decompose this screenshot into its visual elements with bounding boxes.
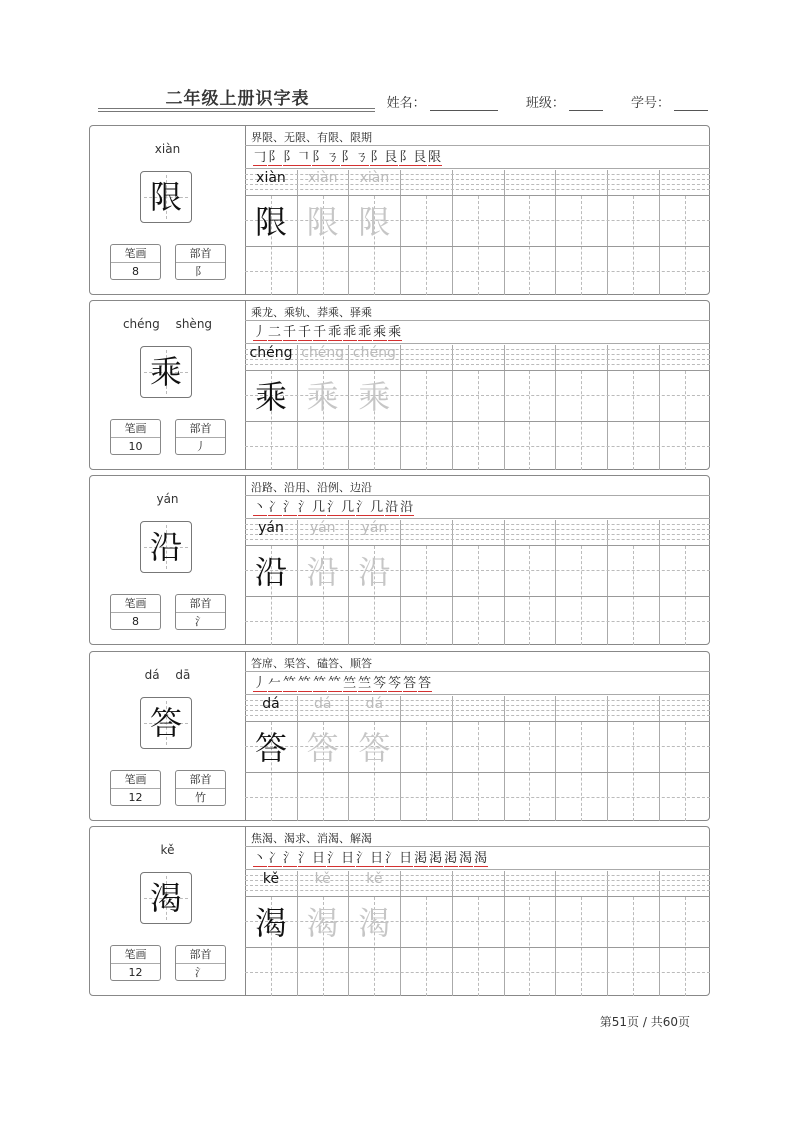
grid-row-line — [245, 545, 710, 546]
practice-pinyin: yán — [309, 520, 336, 536]
practice-panel — [245, 652, 710, 820]
word-list: 答席、渠答、磕答、顺答 — [251, 657, 372, 670]
stroke-order — [253, 321, 403, 340]
practice-pinyin: kě — [366, 871, 383, 887]
grid-row-line — [245, 721, 710, 722]
stroke-count-box — [110, 770, 161, 806]
stroke-step: 竺 — [358, 676, 373, 691]
practice-pinyin: yán — [258, 520, 284, 536]
card-info-panel — [90, 652, 246, 820]
character: 乘 — [149, 353, 182, 391]
radical-box — [175, 244, 226, 280]
grid-row-line — [245, 195, 710, 196]
radical-label: 部首 — [176, 771, 225, 789]
stroke-step: 丿 — [253, 325, 268, 340]
practice-pinyin: yán — [361, 520, 388, 536]
practice-grid — [245, 871, 710, 996]
stroke-step: 渇 — [414, 851, 429, 866]
stroke-count-box — [110, 419, 161, 455]
practice-character: 答 — [254, 729, 287, 767]
character-pinyin: chéng shèng — [122, 317, 213, 331]
radical-value: 竹 — [195, 791, 206, 804]
stroke-step: 笒 — [373, 676, 388, 691]
word-list: 沿路、沿用、沿例、边沿 — [251, 481, 372, 494]
stroke-step: 千 — [283, 325, 298, 340]
stroke-count-label: 笔画 — [111, 245, 160, 263]
stroke-step: 笒 — [388, 676, 403, 691]
radical-box — [175, 770, 226, 806]
class-blank[interactable] — [569, 96, 603, 111]
stroke-order — [253, 146, 443, 165]
stroke-count-value: 12 — [128, 966, 143, 979]
practice-pinyin: xiàn — [359, 170, 390, 186]
stroke-step: 二 — [268, 325, 283, 340]
character-box — [140, 346, 192, 398]
character-card — [89, 125, 710, 295]
number-blank[interactable] — [674, 96, 708, 111]
character-pinyin: kě — [160, 843, 175, 857]
stroke-order — [253, 847, 489, 866]
radical-box — [175, 945, 226, 981]
stroke-step: 丶 — [253, 500, 268, 515]
practice-panel — [245, 126, 710, 294]
stroke-step: 氵 — [283, 851, 298, 866]
character-pinyin: xiàn — [154, 142, 181, 156]
card-info-panel — [90, 476, 246, 644]
radical-label: 部首 — [176, 420, 225, 438]
card-info-panel — [90, 301, 246, 469]
radical-box — [175, 594, 226, 630]
stroke-order — [253, 672, 433, 691]
stroke-count-label: 笔画 — [111, 420, 160, 438]
student-fields — [387, 92, 708, 111]
stroke-step: 答 — [418, 676, 433, 691]
stroke-step: 乖 — [358, 325, 373, 340]
word-list: 乘龙、乘轨、莽乘、驿乘 — [251, 306, 372, 319]
practice-character: 答 — [306, 729, 339, 767]
pinyin-guide — [245, 364, 710, 365]
practice-pinyin: kě — [314, 871, 331, 887]
stroke-step: 渇 — [429, 851, 444, 866]
stroke-step: 氵 — [283, 500, 298, 515]
practice-character: 沿 — [254, 553, 287, 591]
stroke-count-box — [110, 945, 161, 981]
practice-character: 沿 — [306, 553, 339, 591]
practice-grid — [245, 345, 710, 470]
practice-pinyin: dá — [365, 696, 384, 712]
stroke-count-box — [110, 244, 161, 280]
stroke-step: 乘 — [373, 325, 388, 340]
stroke-step: 竺 — [343, 676, 358, 691]
title-underline — [98, 108, 375, 109]
stroke-count-value: 10 — [128, 440, 143, 453]
stroke-count-value: 8 — [132, 265, 139, 278]
stroke-step: 限 — [428, 150, 443, 165]
character-card — [89, 826, 710, 996]
practice-pinyin: chéng — [352, 345, 396, 361]
practice-character: 渴 — [306, 904, 339, 942]
word-list: 界限、无限、有限、限期 — [251, 131, 372, 144]
stroke-count-value: 8 — [132, 615, 139, 628]
stroke-step: 氵几 — [298, 500, 327, 515]
character-box — [140, 171, 192, 223]
radical-value: 氵 — [195, 966, 206, 979]
stroke-step: 阝艮 — [370, 150, 399, 165]
page-number: 第51页 / 共60页 — [599, 1015, 690, 1029]
stroke-order — [253, 496, 415, 515]
stroke-count-value: 12 — [128, 791, 143, 804]
practice-pinyin: chéng — [249, 345, 293, 361]
worksheet-title: 二年级上册识字表 — [165, 89, 310, 109]
character-pinyin: yán — [156, 492, 179, 506]
character: 限 — [149, 178, 182, 216]
pinyin-guide — [245, 539, 710, 540]
stroke-count-label: 笔画 — [111, 946, 160, 964]
stroke-step: 阝ㄋ — [341, 150, 370, 165]
stroke-step: 氵日 — [356, 851, 385, 866]
grid-row-line — [245, 596, 710, 597]
name-blank[interactable] — [430, 96, 498, 111]
stroke-step: 𥫗 — [328, 676, 343, 691]
practice-character: 乘 — [358, 378, 391, 416]
practice-panel — [245, 301, 710, 469]
pinyin-guide — [245, 890, 710, 891]
practice-character: 乘 — [254, 378, 287, 416]
stroke-step: 氵几 — [327, 500, 356, 515]
character-box — [140, 872, 192, 924]
practice-pinyin: xiàn — [307, 170, 338, 186]
stroke-step: 𠃌 — [253, 150, 268, 165]
stroke-step: 乘 — [388, 325, 403, 340]
practice-grid — [245, 170, 710, 295]
practice-grid — [245, 696, 710, 821]
practice-pinyin: chéng — [301, 345, 345, 361]
grid-row-line — [245, 772, 710, 773]
radical-value: 氵 — [195, 615, 206, 628]
stroke-step: 冫 — [268, 500, 283, 515]
name-label: 姓名： — [386, 96, 426, 111]
grid-guide-h — [245, 271, 710, 272]
stroke-count-label: 笔画 — [111, 771, 160, 789]
grid-row-line — [245, 370, 710, 371]
number-label: 学号： — [630, 96, 670, 111]
stroke-step: 沿 — [400, 500, 415, 515]
practice-pinyin: dá — [262, 696, 280, 712]
stroke-step: 𠂉 — [268, 676, 283, 691]
character: 渴 — [149, 879, 182, 917]
radical-value: 丿 — [195, 440, 206, 453]
stroke-step: 𥫗 — [283, 676, 298, 691]
radical-box — [175, 419, 226, 455]
radical-label: 部首 — [176, 946, 225, 964]
stroke-step: 答 — [403, 676, 418, 691]
practice-character: 乘 — [306, 378, 339, 416]
stroke-step: 渴 — [474, 851, 489, 866]
stroke-step: 氵日 — [327, 851, 356, 866]
grid-guide-h — [245, 446, 710, 447]
practice-pinyin: xiàn — [256, 170, 286, 186]
character-pinyin: dá dā — [144, 668, 191, 682]
stroke-step: 沿 — [385, 500, 400, 515]
stroke-step: 阝 — [268, 150, 283, 165]
grid-row-line — [245, 947, 710, 948]
stroke-step: 阝𠃍 — [283, 150, 312, 165]
grid-guide-h — [245, 797, 710, 798]
practice-character: 渴 — [358, 904, 391, 942]
divider — [245, 343, 710, 344]
grid-row-line — [245, 896, 710, 897]
stroke-step: 阝艮 — [399, 150, 428, 165]
character-card — [89, 300, 710, 470]
radical-label: 部首 — [176, 595, 225, 613]
practice-character: 限 — [306, 203, 339, 241]
practice-pinyin: kě — [262, 871, 280, 887]
practice-character: 答 — [358, 729, 391, 767]
grid-guide-h — [245, 972, 710, 973]
practice-character: 渴 — [254, 904, 287, 942]
grid-row-line — [245, 421, 710, 422]
radical-label: 部首 — [176, 245, 225, 263]
grid-guide-h — [245, 621, 710, 622]
title-underline-2 — [98, 111, 375, 112]
practice-character: 沿 — [358, 553, 391, 591]
stroke-step: 冫 — [268, 851, 283, 866]
divider — [245, 694, 710, 695]
card-info-panel — [90, 827, 246, 995]
stroke-step: 渇 — [444, 851, 459, 866]
character: 答 — [149, 704, 182, 742]
stroke-step: 阝ㄋ — [312, 150, 341, 165]
card-info-panel — [90, 126, 246, 294]
stroke-step: 千 — [313, 325, 328, 340]
stroke-step: 千 — [298, 325, 313, 340]
practice-panel — [245, 827, 710, 995]
character-box — [140, 697, 192, 749]
stroke-step: 丶 — [253, 851, 268, 866]
practice-character: 限 — [358, 203, 391, 241]
stroke-step: 氵日 — [298, 851, 327, 866]
divider — [245, 869, 710, 870]
practice-pinyin: dá — [313, 696, 332, 712]
stroke-step: 𥫗 — [298, 676, 313, 691]
divider — [245, 168, 710, 169]
radical-value: 阝 — [195, 265, 206, 278]
stroke-step: 渴 — [459, 851, 474, 866]
divider — [245, 518, 710, 519]
practice-grid — [245, 520, 710, 645]
character: 沿 — [149, 528, 182, 566]
practice-character: 限 — [254, 203, 287, 241]
stroke-count-box — [110, 594, 161, 630]
stroke-step: 氵几 — [356, 500, 385, 515]
stroke-count-label: 笔画 — [111, 595, 160, 613]
stroke-step: 乖 — [343, 325, 358, 340]
stroke-step: 乖 — [328, 325, 343, 340]
stroke-step: 𥫗 — [313, 676, 328, 691]
character-card — [89, 651, 710, 821]
character-card — [89, 475, 710, 645]
pinyin-guide — [245, 189, 710, 190]
word-list: 焦渴、渴求、消渴、解渴 — [251, 832, 372, 845]
stroke-step: 丿 — [253, 676, 268, 691]
pinyin-guide — [245, 715, 710, 716]
stroke-step: 氵日 — [385, 851, 414, 866]
character-box — [140, 521, 192, 573]
practice-panel — [245, 476, 710, 644]
class-label: 班级： — [525, 96, 565, 111]
grid-row-line — [245, 246, 710, 247]
